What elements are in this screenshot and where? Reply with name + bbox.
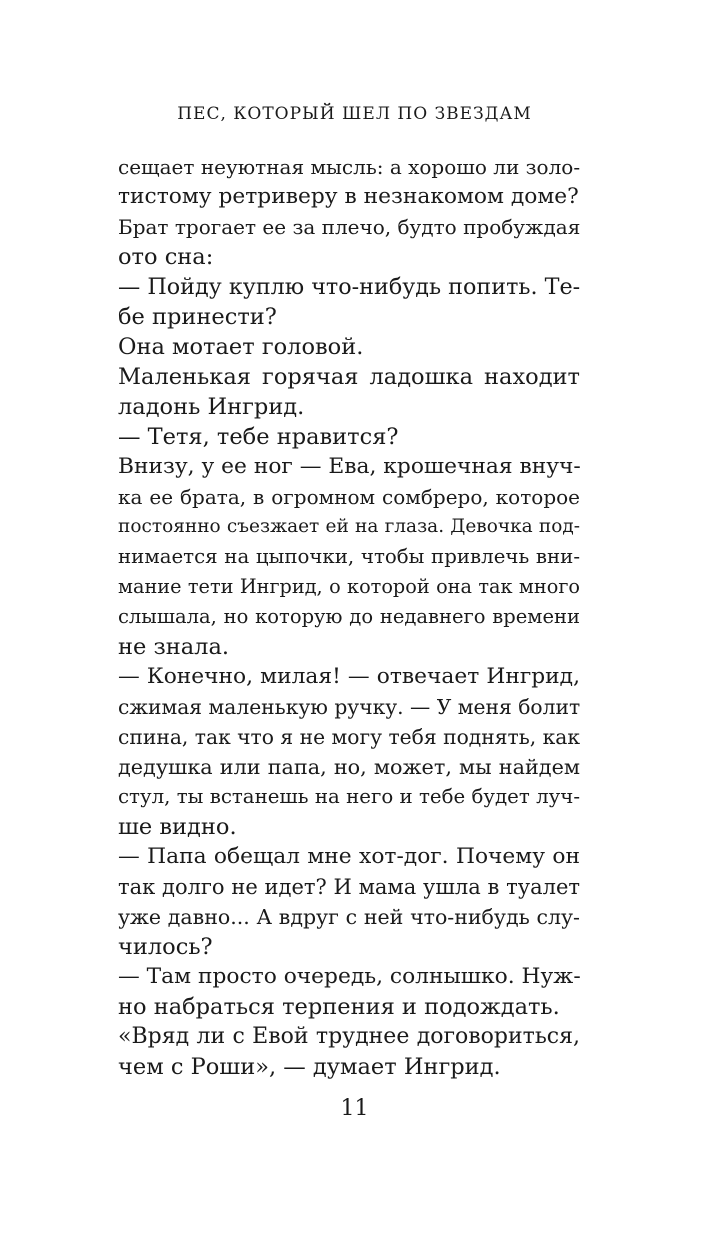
- text-line: Она мотает головой.: [118, 334, 364, 360]
- text-line: бе принести?: [118, 304, 277, 330]
- text-line: тистому ретриверу в незнакомом доме?: [118, 184, 579, 209]
- text-line: — Конечно, милая! — отвечает Ингрид,: [118, 664, 580, 689]
- text-line: Маленькая горячая ладошка находит: [118, 364, 580, 390]
- text-line: мание тети Ингрид, о которой она так много: [118, 575, 580, 598]
- running-head: ПЕС, КОТОРЫЙ ШЕЛ ПО ЗВЕЗДАМ: [177, 104, 532, 124]
- text-line: но набраться терпения и подождать.: [118, 994, 560, 1020]
- text-line: стул, ты встанешь на него и тебе будет луч-: [118, 785, 580, 808]
- text-line: — Там просто очередь, солнышко. Нуж-: [118, 964, 581, 989]
- text-line: чилось?: [118, 934, 213, 960]
- text-line: чем с Роши», — думает Ингрид.: [118, 1054, 501, 1080]
- text-line: — Пойду куплю что-нибудь попить. Те-: [118, 274, 581, 300]
- text-line: слышала, но которую до недавнего времени: [118, 605, 580, 628]
- text-line: ладонь Ингрид.: [118, 394, 305, 420]
- text-line: ка ее брата, в огромном сомбреро, которое: [118, 485, 580, 509]
- text-line: спина, так что я не могу тебя поднять, как: [118, 725, 580, 749]
- text-line: дедушка или папа, но, может, мы найдем: [118, 755, 580, 779]
- text-line: «Вряд ли с Евой труднее договориться,: [118, 1024, 580, 1049]
- text-line: ше видно.: [118, 814, 237, 840]
- text-line: Брат трогает ее за плечо, будто пробуждая: [118, 215, 581, 239]
- text-line: постоянно съезжает ей на глаза. Девочка под-: [118, 516, 580, 537]
- text-line: — Папа обещал мне хот-дог. Почему он: [118, 844, 580, 869]
- text-line: не знала.: [118, 634, 230, 660]
- text-line: Внизу, у ее ног — Ева, крошечная внуч-: [118, 454, 581, 479]
- text-line: нимается на цыпочки, чтобы привлечь вни-: [118, 545, 580, 568]
- text-line: так долго не идет? И мама ушла в туалет: [118, 875, 580, 899]
- text-line: сжимая маленькую ручку. — У меня болит: [118, 695, 581, 719]
- text-line: — Тетя, тебе нравится?: [118, 424, 399, 450]
- text-line: сещает неуютная мысль: а хорошо ли золо-: [118, 155, 581, 179]
- text-line: уже давно... А вдруг с ней что-нибудь слу-: [118, 905, 580, 929]
- body-text: [118, 152, 580, 1082]
- page-number: 11: [340, 1096, 369, 1121]
- text-line: ото сна:: [118, 244, 214, 270]
